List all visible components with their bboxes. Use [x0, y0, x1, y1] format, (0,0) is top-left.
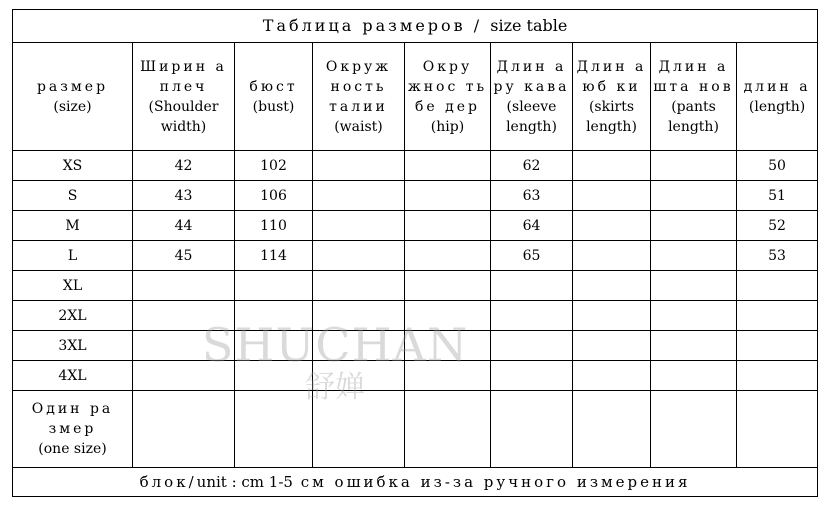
cell-pants	[651, 151, 737, 181]
cell-sleeve: 63	[491, 181, 573, 211]
header-skirt: Длин а юб ки (skirts length)	[573, 43, 651, 151]
cell-size: L	[13, 241, 133, 271]
cell-hip	[405, 361, 491, 391]
cell-hip	[405, 211, 491, 241]
cell-waist	[313, 301, 405, 331]
cell-shoulder	[133, 361, 235, 391]
cell-hip	[405, 241, 491, 271]
cell-pants	[651, 271, 737, 301]
cell-skirt	[573, 331, 651, 361]
brand-watermark: SHUCHAN 舒婵	[201, 318, 469, 405]
cell-pants	[651, 361, 737, 391]
cell-bust: 102	[235, 151, 313, 181]
cell-sleeve: 62	[491, 151, 573, 181]
cell-sleeve	[491, 271, 573, 301]
cell-length	[737, 331, 818, 361]
cell-length	[737, 301, 818, 331]
cell-size: 4XL	[13, 361, 133, 391]
cell-skirt	[573, 361, 651, 391]
cell-skirt	[573, 211, 651, 241]
cell-sleeve: 64	[491, 211, 573, 241]
table-row	[13, 361, 818, 391]
cell-skirt	[573, 151, 651, 181]
cell-skirt	[573, 271, 651, 301]
one-size-label: Один ра змер (one size)	[13, 391, 133, 468]
cell-waist	[313, 241, 405, 271]
cell-size: XS	[13, 151, 133, 181]
table-row	[13, 331, 818, 361]
cell-size: 3XL	[13, 331, 133, 361]
cell-shoulder	[133, 271, 235, 301]
cell-length: 52	[737, 211, 818, 241]
cell-bust: 114	[235, 241, 313, 271]
cell-length	[737, 361, 818, 391]
header-hip: Окру жнос ть бе дер (hip)	[405, 43, 491, 151]
cell-pants	[651, 301, 737, 331]
cell-shoulder: 45	[133, 241, 235, 271]
cell-bust: 110	[235, 211, 313, 241]
cell-waist	[313, 271, 405, 301]
cell-length: 50	[737, 151, 818, 181]
cell-bust: 106	[235, 181, 313, 211]
cell-shoulder	[133, 331, 235, 361]
cell-hip	[405, 271, 491, 301]
table-row	[13, 271, 818, 301]
header-row	[13, 43, 818, 151]
header-length: длин а (length)	[737, 43, 818, 151]
cell-size: XL	[13, 271, 133, 301]
header-waist: Окруж ность талии (waist)	[313, 43, 405, 151]
cell-shoulder: 44	[133, 211, 235, 241]
header-bust: бюст (bust)	[235, 43, 313, 151]
table-title: Таблица размеров / size table	[13, 10, 818, 43]
cell-sleeve: 65	[491, 241, 573, 271]
cell-pants	[651, 331, 737, 361]
cell-length: 51	[737, 181, 818, 211]
size-table-sheet	[12, 9, 817, 504]
cell-shoulder: 43	[133, 181, 235, 211]
cell-pants	[651, 181, 737, 211]
cell-bust	[235, 271, 313, 301]
cell-bust	[235, 361, 313, 391]
cell-skirt	[573, 301, 651, 331]
cell-pants	[651, 211, 737, 241]
cell-sleeve	[491, 331, 573, 361]
cell-waist	[313, 181, 405, 211]
cell-hip	[405, 181, 491, 211]
cell-sleeve	[491, 301, 573, 331]
cell-shoulder	[133, 301, 235, 331]
cell-waist	[313, 211, 405, 241]
cell-size: S	[13, 181, 133, 211]
cell-skirt	[573, 181, 651, 211]
header-pants: Длин а шта нов (pants length)	[651, 43, 737, 151]
cell-hip	[405, 331, 491, 361]
cell-waist	[313, 331, 405, 361]
cell-waist	[313, 361, 405, 391]
cell-bust	[235, 331, 313, 361]
cell-skirt	[573, 241, 651, 271]
table-footer-note: блок/unit : cm 1-5 см ошибка из-за ручного измерения	[13, 468, 818, 497]
header-shoulder: Ширин а плеч (Shoulder width)	[133, 43, 235, 151]
table-row	[13, 181, 818, 211]
header-size: размер (size)	[13, 43, 133, 151]
table-row	[13, 241, 818, 271]
cell-pants	[651, 241, 737, 271]
cell-size: 2XL	[13, 301, 133, 331]
cell-length: 53	[737, 241, 818, 271]
header-sleeve: Длин а ру кава (sleeve length)	[491, 43, 573, 151]
cell-shoulder: 42	[133, 151, 235, 181]
one-size-row	[13, 391, 818, 468]
cell-size: M	[13, 211, 133, 241]
size-table	[12, 9, 818, 497]
table-row	[13, 151, 818, 181]
cell-hip	[405, 151, 491, 181]
table-row	[13, 301, 818, 331]
cell-waist	[313, 151, 405, 181]
cell-bust	[235, 301, 313, 331]
cell-length	[737, 271, 818, 301]
cell-hip	[405, 301, 491, 331]
table-row	[13, 211, 818, 241]
cell-sleeve	[491, 361, 573, 391]
